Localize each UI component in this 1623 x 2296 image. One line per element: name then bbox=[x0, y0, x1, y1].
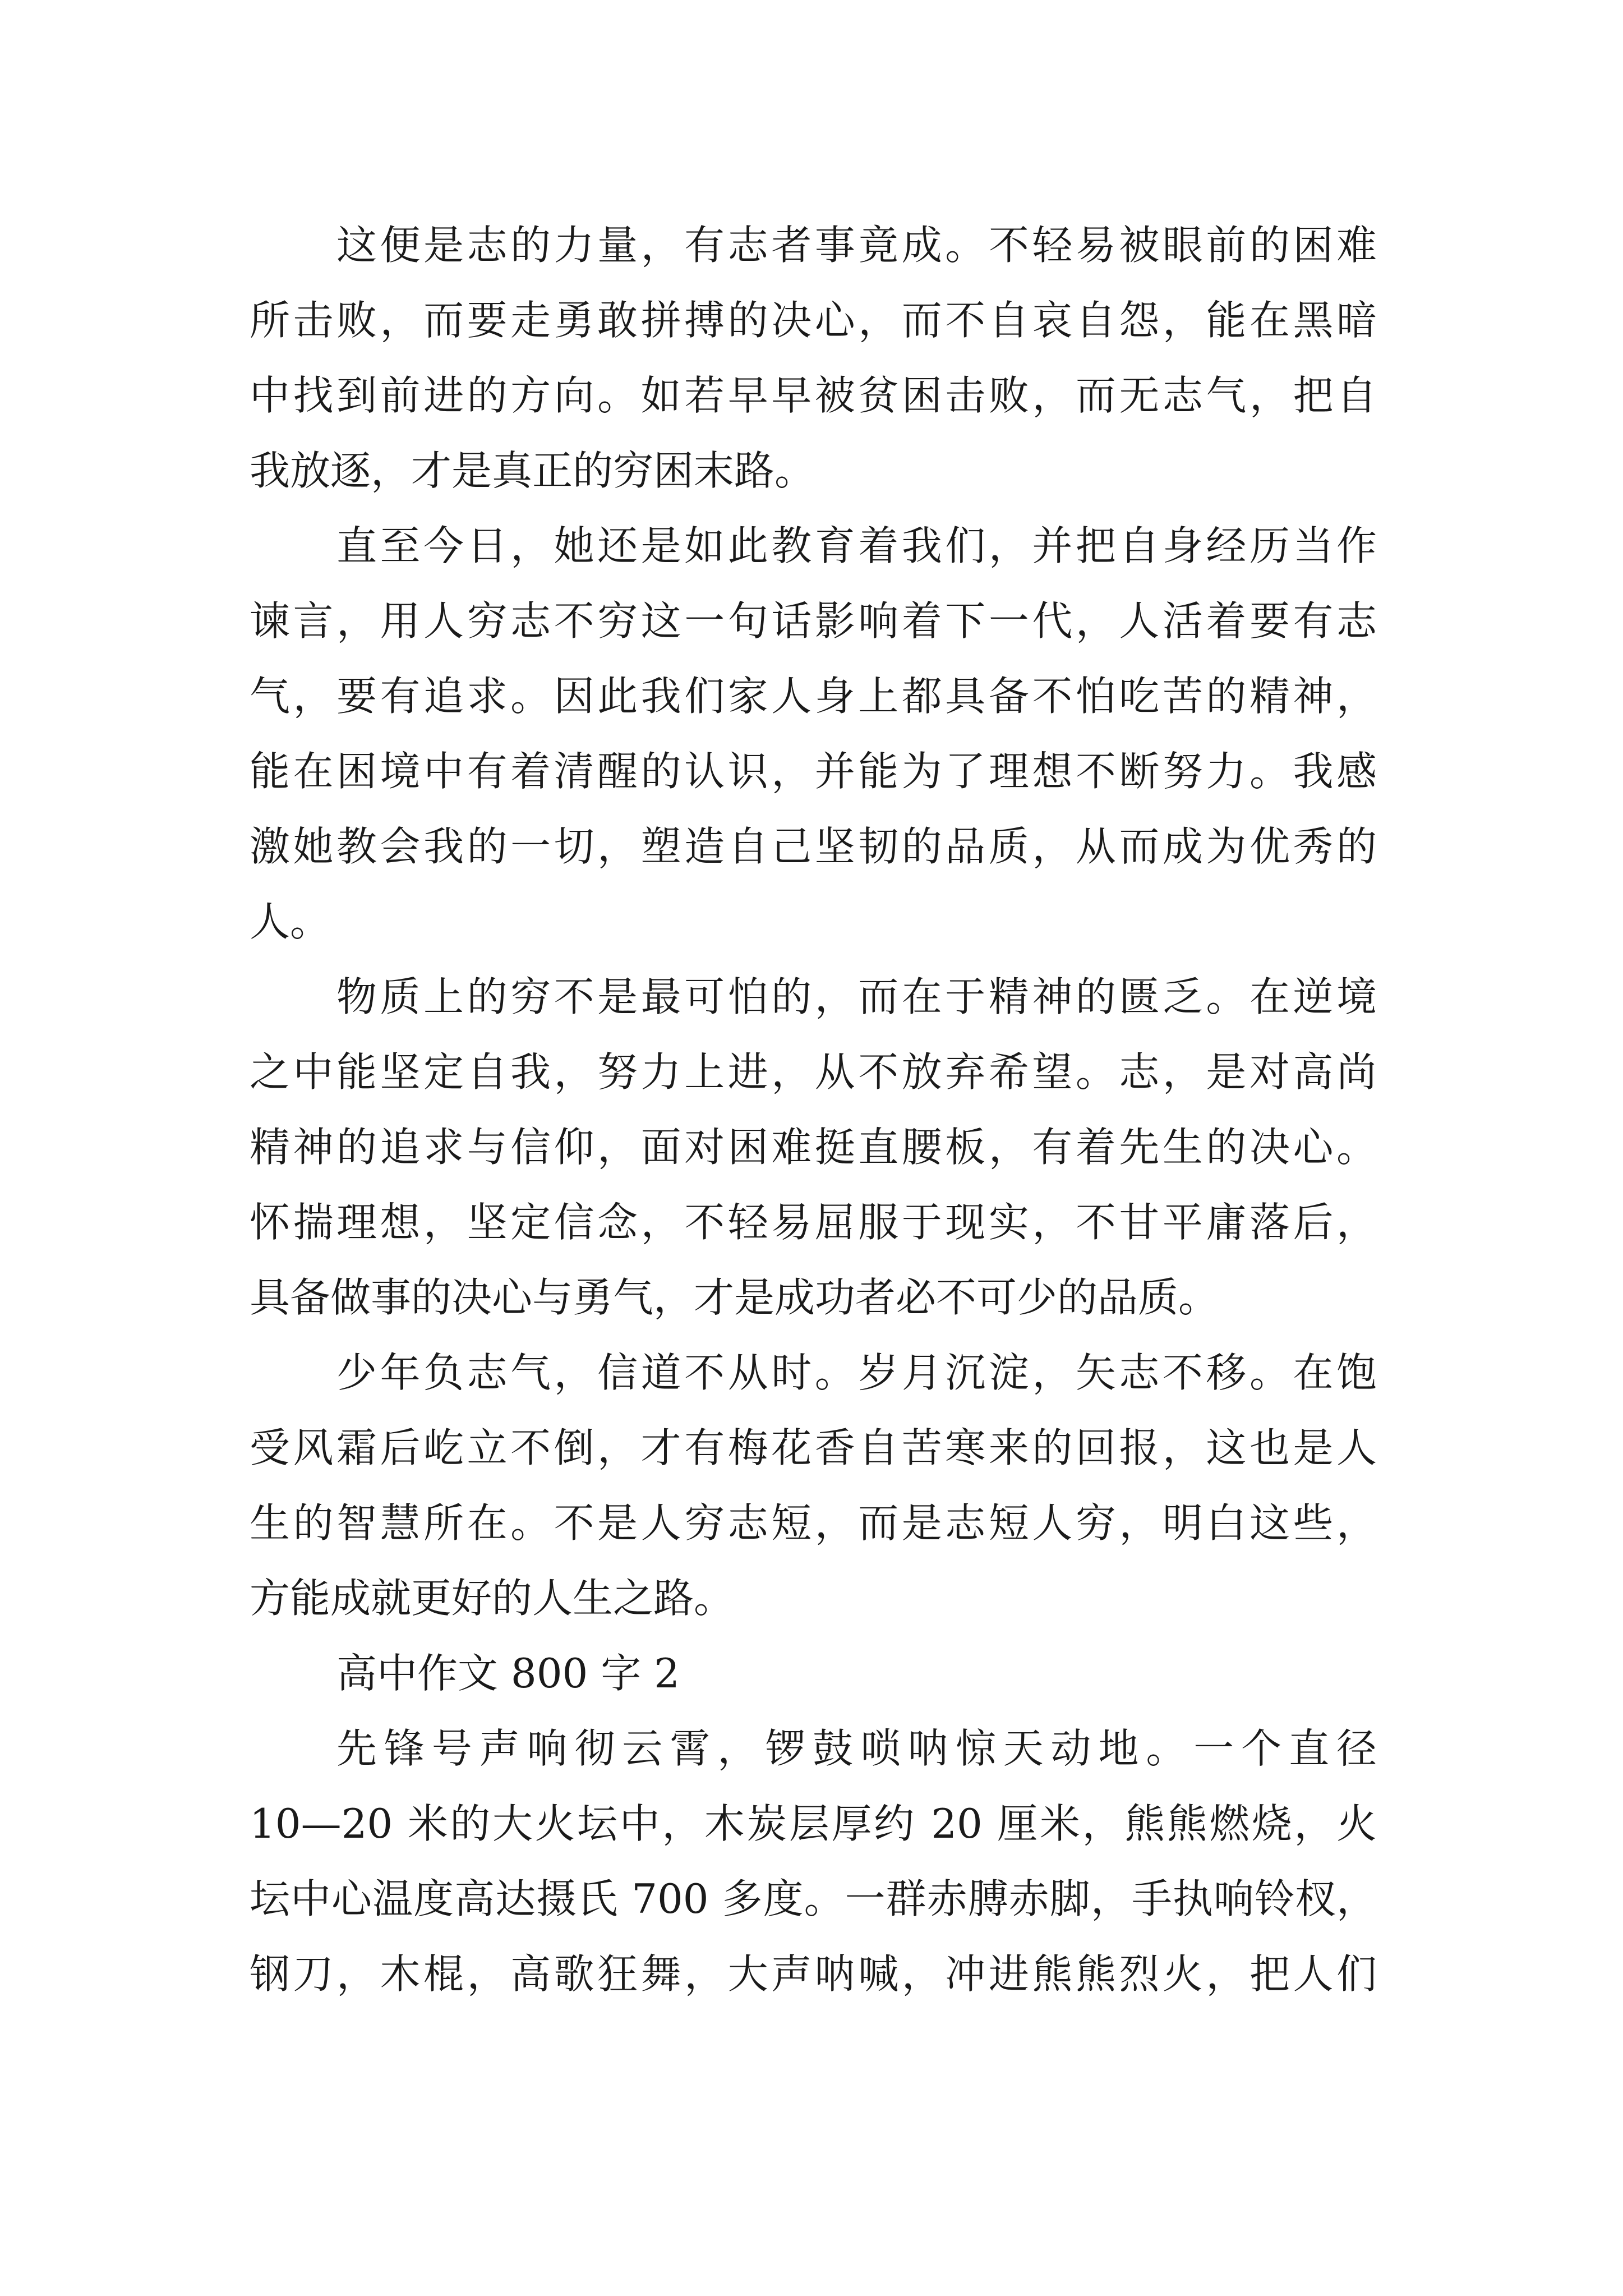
section-2-line-1: 先锋号声响彻云霄，锣鼓唢呐惊天动地。一个直径 bbox=[336, 1725, 1377, 1772]
paragraph-1-line-1: 这便是志的力量，有志者事竟成。不轻易被眼前的困难 bbox=[336, 222, 1377, 269]
section-2-line-4: 钢刀，木棍，高歌狂舞，大声呐喊，冲进熊熊烈火，把人们 bbox=[250, 1950, 1377, 1998]
paragraph-2-line-4: 能在困境中有着清醒的认识，并能为了理想不断努力。我感 bbox=[250, 748, 1377, 795]
paragraph-2-line-1: 直至今日，她还是如此教育着我们，并把自身经历当作 bbox=[336, 522, 1377, 569]
paragraph-2-line-2: 谏言，用人穷志不穷这一句话影响着下一代，人活着要有志 bbox=[250, 597, 1377, 645]
paragraph-2-line-6: 人。 bbox=[250, 898, 331, 945]
paragraph-1-line-3: 中找到前进的方向。如若早早被贫困击败，而无志气，把自 bbox=[250, 372, 1377, 419]
paragraph-3-line-1: 物质上的穷不是最可怕的，而在于精神的匮乏。在逆境 bbox=[336, 973, 1377, 1020]
section-heading: 高中作文 800 字 2 bbox=[336, 1650, 680, 1697]
paragraph-2-line-3: 气，要有追求。因此我们家人身上都具备不怕吃苦的精神， bbox=[250, 673, 1377, 720]
paragraph-3-line-5: 具备做事的决心与勇气，才是成功者必不可少的品质。 bbox=[250, 1274, 1219, 1321]
section-2-line-3: 坛中心温度高达摄氏 700 多度。一群赤膊赤脚，手执响铃杈， bbox=[250, 1875, 1377, 1922]
paragraph-4-line-4: 方能成就更好的人生之路。 bbox=[250, 1575, 735, 1622]
section-2-line-2: 10—20 米的大火坛中，木炭层厚约 20 厘米，熊熊燃烧，火 bbox=[250, 1800, 1377, 1847]
paragraph-3-line-3: 精神的追求与信仰，面对困难挺直腰板，有着先生的决心。 bbox=[250, 1124, 1377, 1171]
paragraph-2-line-5: 激她教会我的一切，塑造自己坚韧的品质，从而成为优秀的 bbox=[250, 823, 1377, 870]
document-body bbox=[250, 208, 1377, 2012]
paragraph-1-line-2: 所击败，而要走勇敢拼搏的决心，而不自哀自怨，能在黑暗 bbox=[250, 297, 1377, 344]
paragraph-4-line-2: 受风霜后屹立不倒，才有梅花香自苦寒来的回报，这也是人 bbox=[250, 1424, 1377, 1471]
paragraph-1-line-4: 我放逐，才是真正的穷困末路。 bbox=[250, 447, 815, 494]
paragraph-4-line-3: 生的智慧所在。不是人穷志短，而是志短人穷，明白这些， bbox=[250, 1499, 1377, 1547]
paragraph-3-line-4: 怀揣理想，坚定信念，不轻易屈服于现实，不甘平庸落后， bbox=[250, 1199, 1377, 1246]
paragraph-4-line-1: 少年负志气，信道不从时。岁月沉淀，矢志不移。在饱 bbox=[336, 1349, 1377, 1396]
paragraph-3-line-2: 之中能坚定自我，努力上进，从不放弃希望。志，是对高尚 bbox=[250, 1048, 1377, 1096]
